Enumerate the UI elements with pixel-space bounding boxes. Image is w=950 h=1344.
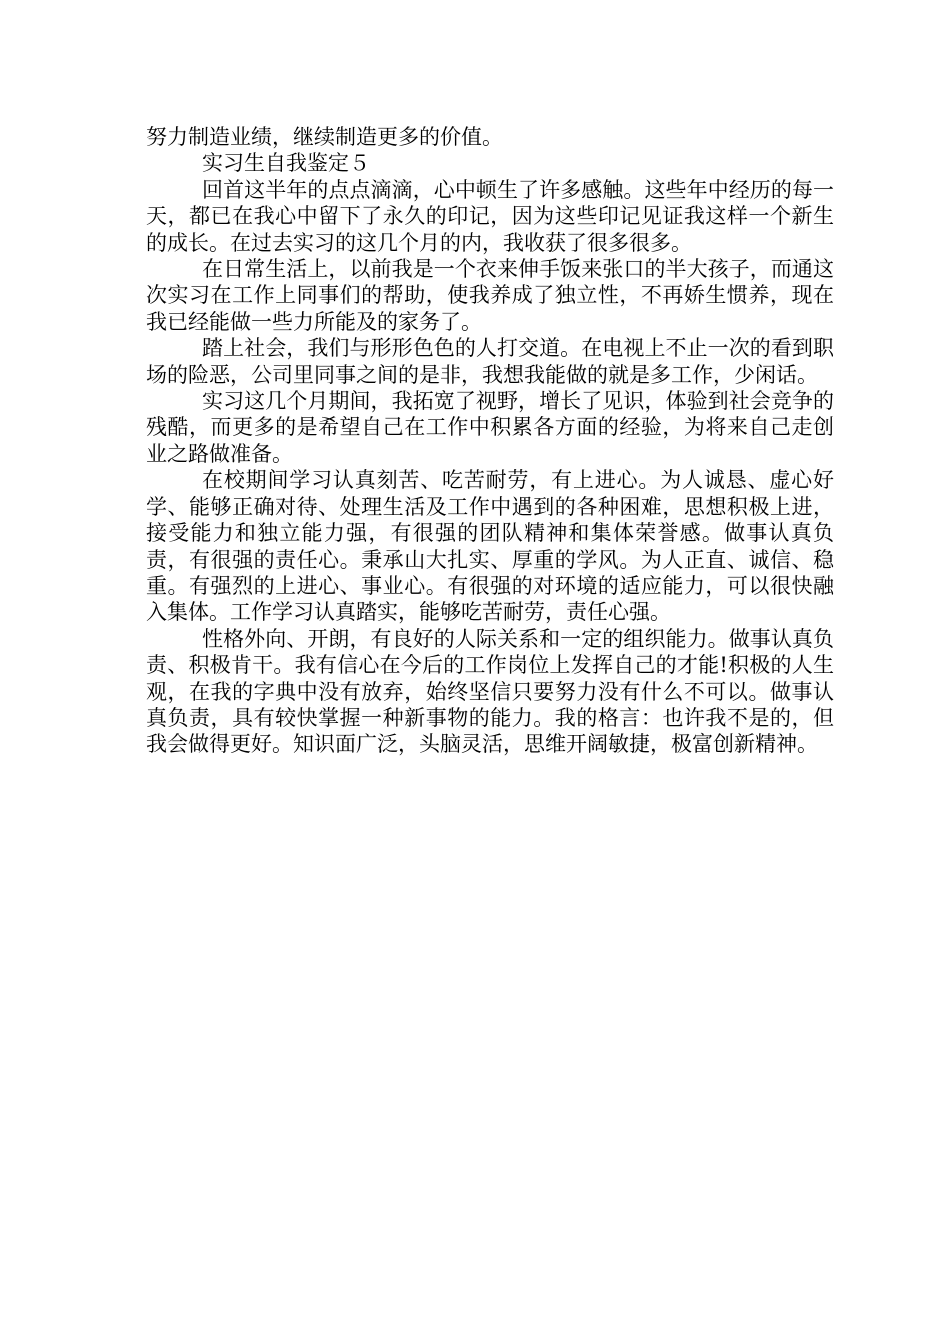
paragraph-1: 回首这半年的点点滴滴，心中顿生了许多感触。这些年中经历的每一天，都已在我心中留下了永久的印记，因为这些印记见证我这样一个新生的成长。在过去实习的这几个月的内，我收获了很多很多。	[146, 177, 834, 255]
paragraph-4: 实习这几个月期间，我拓宽了视野，增长了见识，体验到社会竞争的残酷，而更多的是希望自己在工作中积累各方面的经验，为将来自己走创业之路做准备。	[146, 389, 834, 466]
section-heading: 实习生自我鉴定５	[202, 151, 370, 176]
paragraph-3: 踏上社会，我们与形形色色的人打交道。在电视上不止一次的看到职场的险恶，公司里同事之间的是非，我想我能做的就是多工作，少闲话。	[146, 336, 834, 387]
paragraph-6: 性格外向、开朗，有良好的人际关系和一定的组织能力。做事认真负责、积极肯干。我有信心在今后的工作岗位上发挥自己的才能!积极的人生观，在我的字典中没有放弃，始终坚信只要努力没有什么不可以。做事认真负责，具有较快掌握一种新事物的能力。我的格言：也许我不是的，但我会做得更好。知识面广泛，头脑灵活，思维开阔敏捷，极富创新精神。	[146, 626, 834, 757]
document-body	[146, 124, 834, 758]
paragraph-2: 在日常生活上，以前我是一个衣来伸手饭来张口的半大孩子，而通这次实习在工作上同事们的帮助，使我养成了独立性，不再娇生惯养，现在我已经能做一些力所能及的家务了。	[146, 257, 834, 334]
paragraph-5: 在校期间学习认真刻苦、吃苦耐劳，有上进心。为人诚恳、虚心好学、能够正确对待、处理生活及工作中遇到的各种困难，思想积极上进，接受能力和独立能力强，有很强的团队精神和集体荣誉感。做事认真负责，有很强的责任心。秉承山大扎实、厚重的学风。为人正直、诚信、稳重。有强烈的上进心、事业心。有很强的对环境的适应能力，可以很快融入集体。工作学习认真踏实，能够吃苦耐劳，责任心强。	[146, 468, 834, 625]
continuation-paragraph: 努力制造业绩，继续制造更多的价值。	[146, 125, 503, 149]
